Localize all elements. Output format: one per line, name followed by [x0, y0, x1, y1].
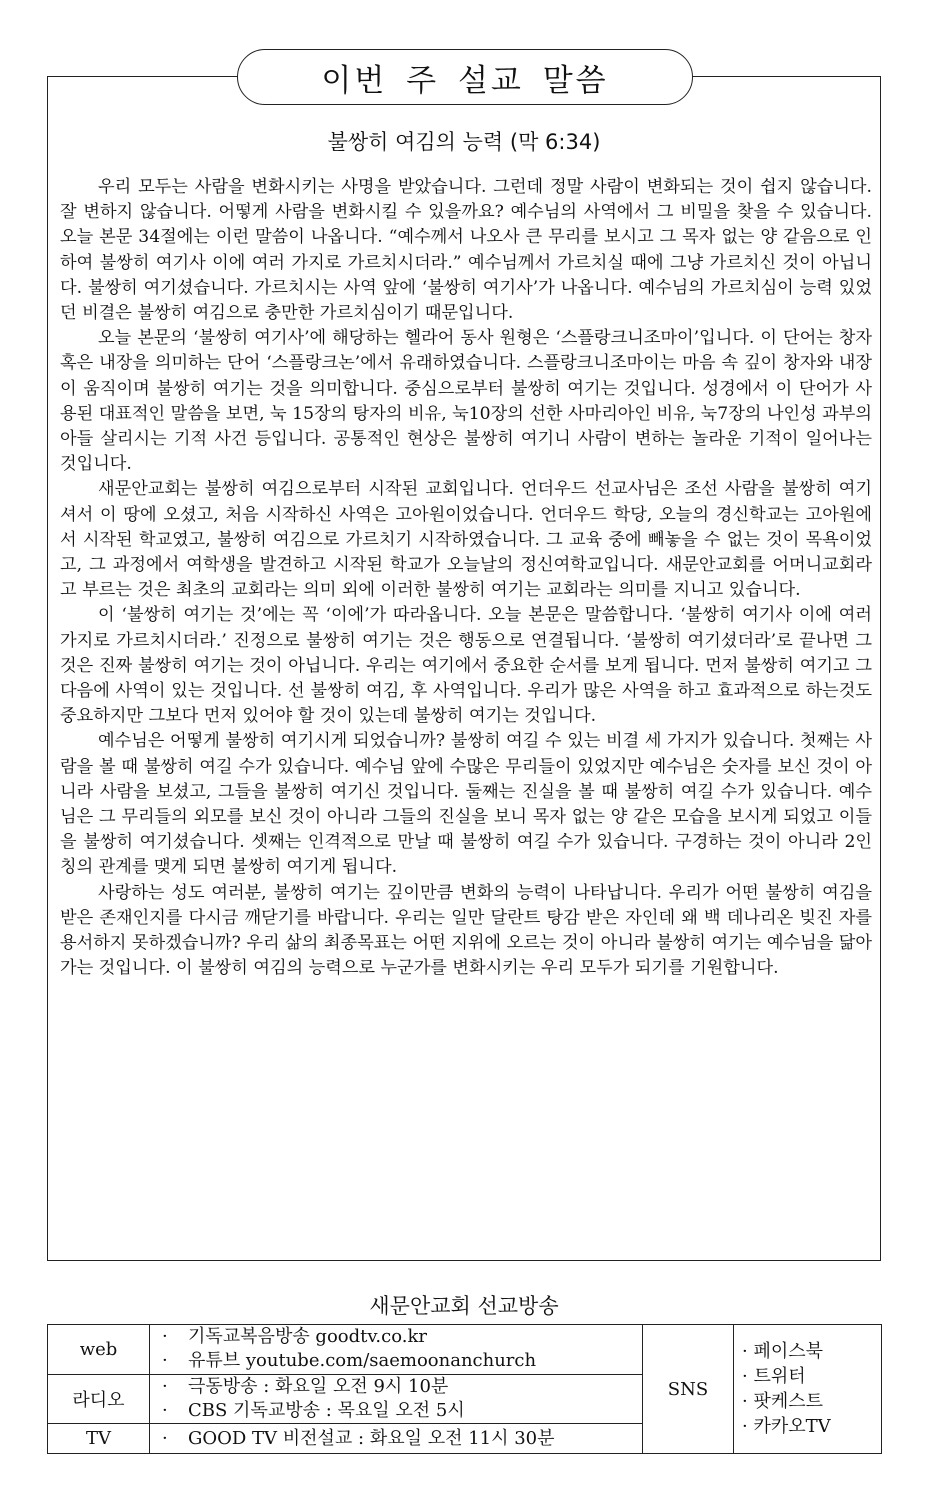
sns-list: [734, 1325, 882, 1454]
sermon-paragraph: 예수님은 어떻게 불쌍히 여기시게 되었습니까? 불쌍히 여길 수 있는 비결 세 가지가 있습니다. 첫째는 사람을 볼 때 불쌍히 여길 수가 있습니다. 예수님 앞에 수많은 무리들이 있었지만 예수님은 숫자를 보신 것이 아니라 사람을 보셨고, 그들을 불쌍히 여기신 것입니다. 둘째는 진실을 볼 때 불쌍히 여길 수가 있습니다. 예수님은 그 무리들의 외모를 보신 것이 아니라 그들의 진실을 보니 목자 없는 양 같은 모습을 보시게 되었고 이들을 불쌍히 여기셨습니다. 셋째는 인격적으로 만날 때 불쌍히 여길 수가 있습니다. 구경하는 것이 아니라 2인칭의 관계를 맺게 되면 불쌍히 여기게 됩니다.: [60, 731, 872, 878]
sermon-paragraph: 새문안교회는 불쌍히 여김으로부터 시작된 교회입니다. 언더우드 선교사님은 조선 사람을 불쌍히 여기셔서 이 땅에 오셨고, 처음 시작하신 사역은 고아원이었습니다. 언더우드 학당, 오늘의 경신학교는 고아원에서 시작된 학교였고, 불쌍히 여김으로 가르치기 시작하였습니다. 그 교육 중에 빼놓을 수 없는 것이 목욕이었고, 그 과정에서 여학생을 발견하고 시작된 학교가 오늘날의 정신여학교입니다. 새문안교회를 어머니교회라고 부르는 것은 최초의 교회라는 의미 외에 이러한 불쌍히 여기는 교회라는 의미를 지니고 있습니다.: [60, 479, 872, 601]
list-item-text: 극동방송 : 화요일 오전 9시 10분: [188, 1375, 449, 1397]
sermon-paragraph: 이 ‘불쌍히 여기는 것’에는 꼭 ‘이에’가 따라옵니다. 오늘 본문은 말씀합니다. ‘불쌍히 여기사 이에 여러 가지로 가르치시더라.’ 진정으로 불쌍히 여기는 것은 행동으로 연결됩니다. ‘불쌍히 여기셨더라’로 끝나면 그것은 진짜 불쌍히 여기는 것이 아닙니다. 우리는 여기에서 중요한 순서를 보게 됩니다. 먼저 불쌍히 여기고 그 다음에 사역이 있는 것입니다. 선 불쌍히 여김, 후 사역입니다. 우리가 많은 사역을 하고 효과적으로 하는것도 중요하지만 그보다 먼저 있어야 할 것이 있는데 불쌍히 여기는 것입니다.: [60, 605, 872, 727]
list-item-text: CBS 기독교방송 : 목요일 오전 5시: [188, 1399, 465, 1421]
sermon-paragraph: 우리 모두는 사람을 변화시키는 사명을 받았습니다. 그런데 정말 사람이 변화되는 것이 쉽지 않습니다. 잘 변하지 않습니다. 어떻게 사람을 변화시킬 수 있을까요? 예수님의 사역에서 그 비밀을 찾을 수 있습니다. 오늘 본문 34절에는 이런 말씀이 나옵니다. “예수께서 나오사 큰 무리를 보시고 그 목자 없는 양 같음으로 인하여 불쌍히 여기사 이에 여러 가지로 가르치시더라.” 예수님께서 가르치실 때에 그냥 가르치신 것이 아닙니다. 불쌍히 여기셨습니다. 가르치시는 사역 앞에 ‘불쌍히 여기사’가 나옵니다. 예수님의 가르치심이 능력 있었던 비결은 불쌍히 여김으로 충만한 가르치심이기 때문입니다.: [60, 177, 872, 324]
broadcast-title: 새문안교회 선교방송: [369, 1294, 559, 1318]
tv-items: [150, 1424, 643, 1454]
list-item-text: 유튜브 youtube.com/saemoonanchurch: [188, 1350, 537, 1372]
broadcast-table: [47, 1324, 882, 1454]
bullet: ·: [162, 1350, 168, 1372]
header-banner: [237, 49, 693, 105]
bullet: ·: [162, 1427, 168, 1449]
sermon-title: 불쌍히 여김의 능력 (막 6:34): [327, 130, 601, 154]
sns-item-facebook: · 페이스북: [742, 1341, 823, 1362]
bullet: ·: [162, 1399, 168, 1421]
sns-item-podcast: · 팟케스트: [742, 1391, 823, 1412]
list-item: [162, 1399, 642, 1423]
row-label-web: web: [48, 1325, 150, 1375]
sermon-paragraph: 사랑하는 성도 여러분, 불쌍히 여기는 깊이만큼 변화의 능력이 나타납니다. 우리가 어떤 불쌍히 여김을 받은 존재인지를 다시금 깨닫기를 바랍니다. 우리는 일만 달란트 탕감 받은 자인데 왜 백 데나리온 빚진 자를 용서하지 못하겠습니까? 우리 삶의 최종목표는 어떤 지위에 오르는 것이 아니라 불쌍히 여기는 예수님을 닮아가는 것입니다. 이 불쌍히 여김의 능력으로 누군가를 변화시키는 우리 모두가 되기를 기원합니다.: [60, 882, 872, 979]
row-label-tv: TV: [48, 1424, 150, 1454]
sns-item-twitter: · 트위터: [742, 1366, 806, 1387]
radio-items: [150, 1374, 643, 1424]
sermon-body: [60, 175, 872, 982]
list-item: [162, 1427, 642, 1451]
list-item-text: 기독교복음방송 goodtv.co.kr: [188, 1326, 427, 1348]
list-item: [162, 1375, 642, 1399]
row-label-radio: 라디오: [48, 1374, 150, 1424]
bullet: ·: [162, 1375, 168, 1397]
page-title: 이번 주 설교 말씀: [321, 62, 609, 99]
list-item: [162, 1325, 642, 1349]
table-row: [48, 1325, 882, 1375]
sns-item-kakaotv: · 카카오TV: [742, 1416, 831, 1437]
list-item: [162, 1349, 642, 1373]
web-items: [150, 1325, 643, 1375]
bullet: ·: [162, 1326, 168, 1348]
sns-label: SNS: [643, 1325, 734, 1454]
sermon-paragraph: 오늘 본문의 ‘불쌍히 여기사’에 해당하는 헬라어 동사 원형은 ‘스플랑크니조마이’입니다. 이 단어는 창자 혹은 내장을 의미하는 단어 ‘스플랑크논’에서 유래하였습니다. 스플랑크니조마이는 마음 속 깊이 창자와 내장이 움직이며 불쌍히 여기는 것을 의미합니다. 중심으로부터 불쌍히 여기는 것입니다. 성경에서 이 단어가 사용된 대표적인 말씀을 보면, 눅 15장의 탕자의 비유, 눅10장의 선한 사마리아인 비유, 눅7장의 나인성 과부의 아들 살리시는 기적 사건 등입니다. 공통적인 현상은 불쌍히 여기니 사람이 변하는 놀라운 기적이 일어나는 것입니다.: [60, 328, 872, 475]
list-item-text: GOOD TV 비전설교 : 화요일 오전 11시 30분: [188, 1427, 555, 1449]
